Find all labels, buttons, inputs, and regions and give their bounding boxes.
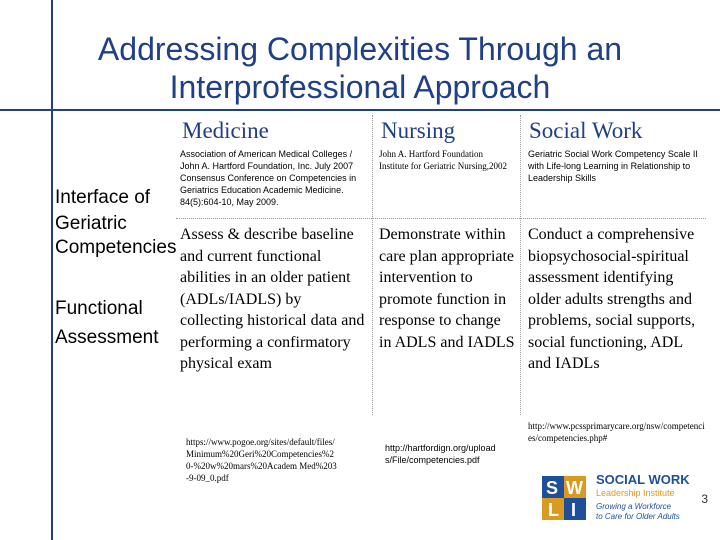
- logo-line-4: to Care for Older Adults: [596, 512, 680, 521]
- vertical-rule: [51, 0, 53, 540]
- svg-text:I: I: [571, 500, 577, 520]
- logo-line-3: Growing a Workforce: [596, 502, 672, 511]
- body-medicine: Assess & describe baseline and current functional abilities in an older patient (ADLs/IADLS) by collecting historical data and performing a confirmatory physical exam: [180, 226, 365, 372]
- logo-line-1: SOCIAL WORK: [596, 472, 690, 487]
- body-social-work: Conduct a comprehensive biopsychosocial-spiritual assessment identifying older adults strengths and problems, social supports, social functioning, ADL and IADLs: [528, 226, 696, 372]
- left-label-competencies: Competencies: [55, 237, 177, 258]
- row-divider: [176, 218, 706, 220]
- social-work-leadership-institute-logo: [540, 470, 710, 528]
- page-number: 3: [701, 492, 708, 506]
- logo-line-2: Leadership Institute: [596, 488, 675, 498]
- svg-text:W: W: [566, 478, 583, 498]
- url-social-work[interactable]: http://www.pcssprimarycare.org/nsw/competencies/competencies.php#: [528, 421, 705, 443]
- left-label-functional: Functional: [55, 298, 143, 319]
- column-divider: [520, 115, 522, 415]
- svg-text:L: L: [548, 500, 559, 520]
- left-label-geriatric: Geriatric: [55, 213, 127, 234]
- citation-social-work: Geriatric Social Work Competency Scale II with Life-long Learning in Relationship to Leadership Skills: [528, 149, 698, 183]
- left-label-assessment: Assessment: [55, 327, 159, 348]
- url-medicine[interactable]: https://www.pogoe.org/sites/default/files/Minimum%20Geri%20Competencies%20-%20w%20mars%20Academ Med%203-9-09_0.pdf: [186, 437, 337, 483]
- slide-title: Addressing Complexities Through an Interprofessional Approach: [97, 31, 623, 105]
- column-heading-medicine: Medicine: [182, 118, 269, 143]
- svg-text:S: S: [546, 478, 559, 498]
- left-label-interface: Interface of: [55, 187, 151, 208]
- horizontal-rule: [0, 109, 720, 111]
- body-nursing: Demonstrate within care plan appropriate intervention to promote function in response to change in ADLS and IADLS: [379, 226, 515, 351]
- citation-medicine: Association of American Medical Colleges / John A. Hartford Foundation, Inc. July 2007 Consensus Conference on Competencies in Geriatrics Education Academic Medicine. 84(5):604-10, May 2009.: [180, 149, 357, 207]
- citation-nursing: John A. Hartford Foundation Institute for Geriatric Nursing,2002: [379, 149, 507, 171]
- column-heading-nursing: Nursing: [381, 118, 456, 143]
- column-divider: [372, 115, 374, 415]
- url-nursing[interactable]: http://hartfordign.org/uploads/File/competencies.pdf: [385, 443, 496, 465]
- column-heading-social-work: Social Work: [529, 118, 643, 143]
